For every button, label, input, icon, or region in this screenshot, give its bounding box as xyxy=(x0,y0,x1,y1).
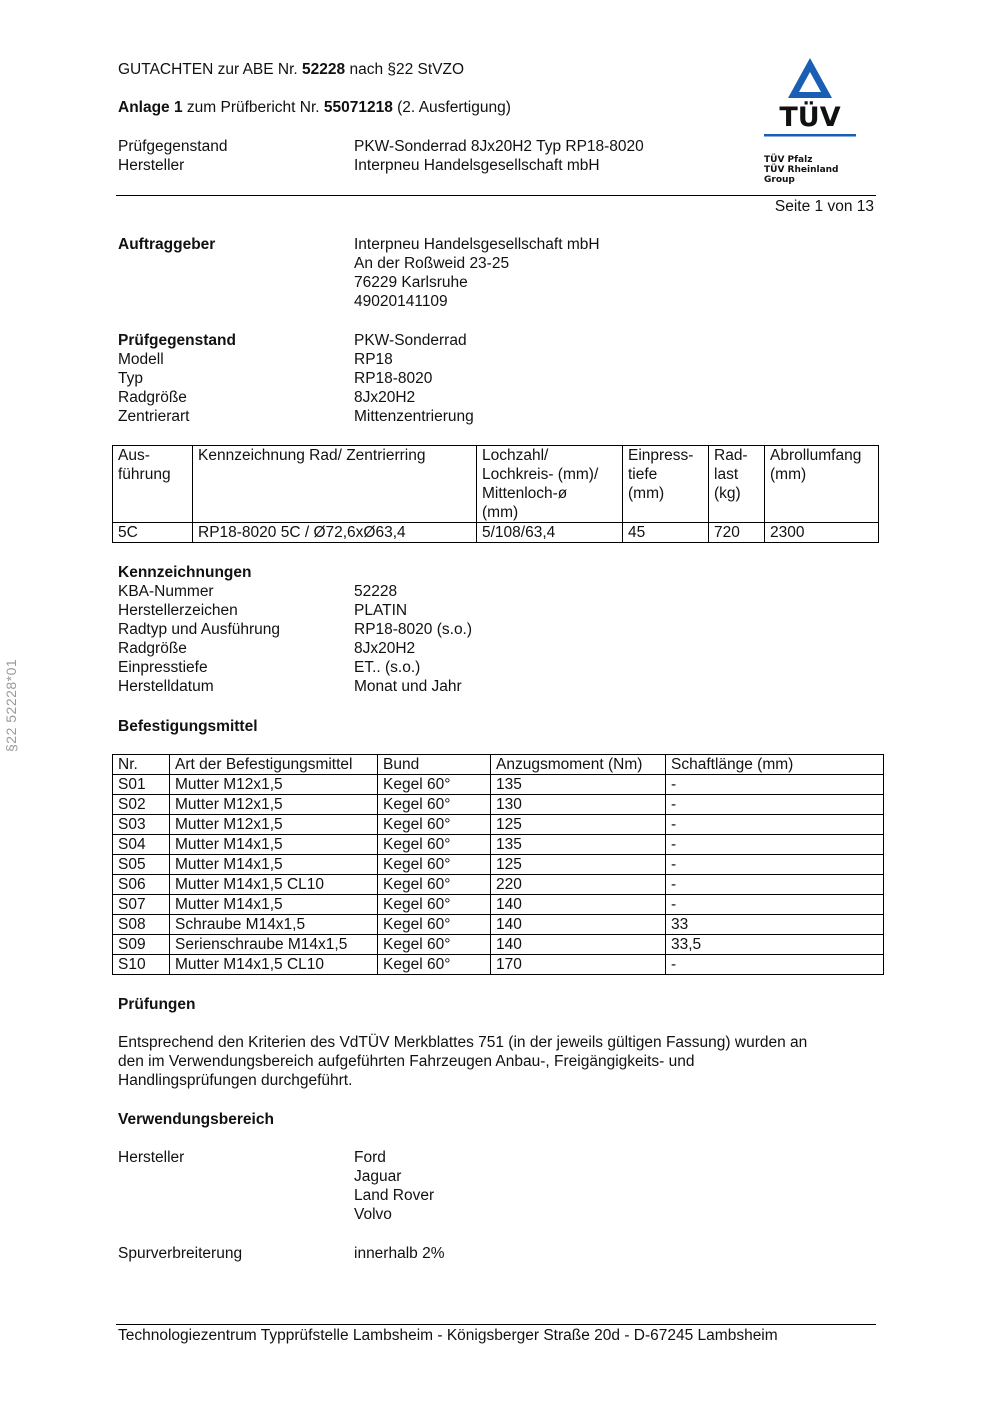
cell: S03 xyxy=(113,815,170,835)
address-line: 49020141109 xyxy=(354,293,448,310)
header-subtitle xyxy=(118,98,511,117)
cell: Mutter M12x1,5 xyxy=(170,815,378,835)
cell: Kegel 60° xyxy=(378,955,491,975)
kennz-value: Monat und Jahr xyxy=(354,678,462,695)
wheel-header-cell: Aus- führung xyxy=(113,446,193,523)
wheel-header-cell: Rad- last (kg) xyxy=(709,446,765,523)
header-info-value: Interpneu Handelsgesellschaft mbH xyxy=(354,157,600,174)
cell: S01 xyxy=(113,775,170,795)
spur-row xyxy=(118,1244,444,1263)
kennz-value: ET.. (s.o.) xyxy=(354,659,421,676)
pruef-value: Mittenzentrierung xyxy=(354,408,474,425)
page-number: Seite 1 von 13 xyxy=(774,198,874,215)
tuev-triangle-icon xyxy=(764,56,860,146)
cell: - xyxy=(666,815,884,835)
cell: Mutter M14x1,5 CL10 xyxy=(170,875,378,895)
verwendung-title: Verwendungsbereich xyxy=(118,1111,274,1128)
table-row xyxy=(113,855,884,875)
kennz-value: 52228 xyxy=(354,583,398,600)
pruefungen-text xyxy=(118,1033,878,1090)
kennzeichnungen-title: Kennzeichnungen xyxy=(118,564,252,581)
cell: Kegel 60° xyxy=(378,795,491,815)
list-item: Volvo xyxy=(354,1206,392,1223)
pruefungen-title: Prüfungen xyxy=(118,996,196,1013)
table-row xyxy=(113,955,884,975)
kennz-value: RP18-8020 (s.o.) xyxy=(354,621,473,638)
pruef-row xyxy=(118,407,474,426)
kennz-row xyxy=(118,620,472,639)
cell: Mutter M14x1,5 xyxy=(170,835,378,855)
pruefungen-line: Entsprechend den Kriterien des VdTÜV Merkblattes 751 (in der jeweils gültigen Fassung) wurden an xyxy=(118,1034,808,1051)
cell: S08 xyxy=(113,915,170,935)
cell: - xyxy=(666,795,884,815)
cell: Mutter M14x1,5 CL10 xyxy=(170,955,378,975)
subtitle-suffix: (2. Ausfertigung) xyxy=(392,99,511,116)
cell: - xyxy=(666,775,884,795)
footer-address: Technologiezentrum Typprüfstelle Lambsheim - Königsberger Straße 20d - D-67245 Lambsheim xyxy=(118,1327,778,1344)
pruef-value: PKW-Sonderrad xyxy=(354,332,467,349)
header-info-label: Prüfgegenstand xyxy=(118,138,228,155)
pruef-label: Modell xyxy=(118,351,164,368)
kennz-label: Radtyp und Ausführung xyxy=(118,621,281,638)
table-row xyxy=(113,895,884,915)
pruef-row xyxy=(118,388,474,407)
pruef-row xyxy=(118,331,474,350)
kennzeichnungen-section xyxy=(118,563,472,696)
pruef-label: Prüfgegenstand xyxy=(118,332,236,349)
subtitle-mid: zum Prüfbericht Nr. xyxy=(182,99,324,116)
cell: 170 xyxy=(491,955,666,975)
verwendung-hersteller xyxy=(118,1148,434,1224)
cell: 140 xyxy=(491,895,666,915)
kennz-value: PLATIN xyxy=(354,602,408,619)
spurverbreiterung xyxy=(118,1244,444,1263)
cell: Schraube M14x1,5 xyxy=(170,915,378,935)
list-item: Ford xyxy=(354,1149,386,1166)
tuev-sub1: TÜV Pfalz xyxy=(764,155,813,165)
befestigung-title: Befestigungsmittel xyxy=(118,718,258,735)
table-row xyxy=(113,523,879,543)
kennz-row xyxy=(118,601,472,620)
table-row xyxy=(113,775,884,795)
auftraggeber-address xyxy=(354,235,600,311)
address-line: An der Roßweid 23-25 xyxy=(354,255,510,272)
cell: S02 xyxy=(113,795,170,815)
kennz-label: Herstelldatum xyxy=(118,678,214,695)
wheel-header-cell: Kennzeichnung Rad/ Zentrierring xyxy=(193,446,477,523)
auftraggeber-row xyxy=(118,235,600,311)
kennz-row xyxy=(118,677,472,696)
table-row xyxy=(113,795,884,815)
wheel-cell: 45 xyxy=(623,523,709,543)
spur-label: Spurverbreiterung xyxy=(118,1245,243,1262)
befestigung-header-cell: Schaftlänge (mm) xyxy=(666,755,884,775)
wheel-header-cell: Einpress- tiefe (mm) xyxy=(623,446,709,523)
cell: Kegel 60° xyxy=(378,895,491,915)
address-line: 76229 Karlsruhe xyxy=(354,274,468,291)
cell: 125 xyxy=(491,855,666,875)
table-row xyxy=(113,835,884,855)
kennz-label: Herstellerzeichen xyxy=(118,602,238,619)
wheel-header-cell: Abrollumfang (mm) xyxy=(765,446,879,523)
cell: 33,5 xyxy=(666,935,884,955)
auftraggeber-section xyxy=(118,235,600,311)
pruef-row xyxy=(118,350,474,369)
cell: - xyxy=(666,855,884,875)
cell: Kegel 60° xyxy=(378,935,491,955)
cell: 135 xyxy=(491,835,666,855)
table-row xyxy=(113,935,884,955)
cell: Mutter M12x1,5 xyxy=(170,795,378,815)
wheel-cell: 5/108/63,4 xyxy=(477,523,623,543)
kennz-label: Einpresstiefe xyxy=(118,659,208,676)
table-row xyxy=(113,815,884,835)
pruefungen-line: den im Verwendungsbereich aufgeführten Fahrzeugen Anbau-, Freigängigkeits- und xyxy=(118,1053,695,1070)
cell: Kegel 60° xyxy=(378,775,491,795)
spur-value: innerhalb 2% xyxy=(354,1245,445,1262)
cell: - xyxy=(666,875,884,895)
cell: Kegel 60° xyxy=(378,835,491,855)
tuev-logo xyxy=(764,56,860,185)
pruef-value: RP18 xyxy=(354,351,393,368)
cell: S06 xyxy=(113,875,170,895)
cell: 220 xyxy=(491,875,666,895)
cell: S10 xyxy=(113,955,170,975)
befestigung-header-cell: Bund xyxy=(378,755,491,775)
hersteller-list xyxy=(354,1148,434,1224)
cell: Kegel 60° xyxy=(378,915,491,935)
befestigung-header-cell: Nr. xyxy=(113,755,170,775)
cell: Kegel 60° xyxy=(378,855,491,875)
cell: - xyxy=(666,955,884,975)
cell: Kegel 60° xyxy=(378,875,491,895)
wheel-cell: 720 xyxy=(709,523,765,543)
kennz-row xyxy=(118,639,472,658)
verwendung-row xyxy=(118,1148,434,1224)
pruef-row xyxy=(118,369,474,388)
cell: Mutter M12x1,5 xyxy=(170,775,378,795)
cell: - xyxy=(666,895,884,915)
kennz-row xyxy=(118,658,472,677)
pruefungen-line: Handlingsprüfungen durchgeführt. xyxy=(118,1072,353,1089)
cell: Mutter M14x1,5 xyxy=(170,855,378,875)
befestigung-header-cell: Anzugsmoment (Nm) xyxy=(491,755,666,775)
report-number: 55071218 xyxy=(323,99,393,116)
table-row xyxy=(113,875,884,895)
cell: - xyxy=(666,835,884,855)
cell: S09 xyxy=(113,935,170,955)
cell: 125 xyxy=(491,815,666,835)
address-line: Interpneu Handelsgesellschaft mbH xyxy=(354,236,600,253)
cell: S04 xyxy=(113,835,170,855)
header-info-value: PKW-Sonderrad 8Jx20H2 Typ RP18-8020 xyxy=(354,138,644,155)
header-title-suffix: nach §22 StVZO xyxy=(345,61,465,78)
befestigung-header-cell: Art der Befestigungsmittel xyxy=(170,755,378,775)
side-stamp: §22 52228*01 xyxy=(3,658,19,752)
header-info-row xyxy=(118,137,644,156)
header-info xyxy=(118,137,644,175)
wheel-table-header xyxy=(113,446,879,523)
kennz-label: KBA-Nummer xyxy=(118,583,214,600)
cell: 140 xyxy=(491,935,666,955)
verwendung-hersteller-label: Hersteller xyxy=(118,1149,185,1166)
kennz-value: 8Jx20H2 xyxy=(354,640,416,657)
cell: 130 xyxy=(491,795,666,815)
cell: 135 xyxy=(491,775,666,795)
tuev-brand-text: TÜV xyxy=(779,102,841,133)
header-divider xyxy=(116,195,876,196)
cell: Mutter M14x1,5 xyxy=(170,895,378,915)
anlage-label: Anlage 1 xyxy=(118,99,183,116)
wheel-table xyxy=(112,445,879,543)
wheel-header-cell: Lochzahl/ Lochkreis- (mm)/ Mittenloch-ø (mm) xyxy=(477,446,623,523)
cell: 33 xyxy=(666,915,884,935)
kennz-row xyxy=(118,582,472,601)
cell: S07 xyxy=(113,895,170,915)
pruef-label: Typ xyxy=(118,370,143,387)
abe-number: 52228 xyxy=(302,61,346,78)
auftraggeber-label: Auftraggeber xyxy=(118,236,216,253)
pruef-value: 8Jx20H2 xyxy=(354,389,416,406)
cell: Kegel 60° xyxy=(378,815,491,835)
cell: 140 xyxy=(491,915,666,935)
befestigung-header xyxy=(113,755,884,775)
header-title xyxy=(118,60,464,79)
header-title-prefix: GUTACHTEN zur ABE Nr. xyxy=(118,61,303,78)
tuev-sub2: TÜV Rheinland Group xyxy=(764,165,839,185)
header-info-row xyxy=(118,156,644,175)
list-item: Land Rover xyxy=(354,1187,435,1204)
wheel-cell: 5C xyxy=(113,523,193,543)
pruef-label: Radgröße xyxy=(118,389,187,406)
pruef-label: Zentrierart xyxy=(118,408,190,425)
list-item: Jaguar xyxy=(354,1168,402,1185)
pruef-value: RP18-8020 xyxy=(354,370,433,387)
pruefgegenstand-section xyxy=(118,331,474,426)
footer-divider xyxy=(116,1324,876,1325)
table-row xyxy=(113,915,884,935)
wheel-cell: 2300 xyxy=(765,523,879,543)
header-info-label: Hersteller xyxy=(118,157,185,174)
cell: Serienschraube M14x1,5 xyxy=(170,935,378,955)
befestigung-table xyxy=(112,754,884,975)
kennz-label: Radgröße xyxy=(118,640,187,657)
wheel-cell: RP18-8020 5C / Ø72,6xØ63,4 xyxy=(193,523,477,543)
cell: S05 xyxy=(113,855,170,875)
